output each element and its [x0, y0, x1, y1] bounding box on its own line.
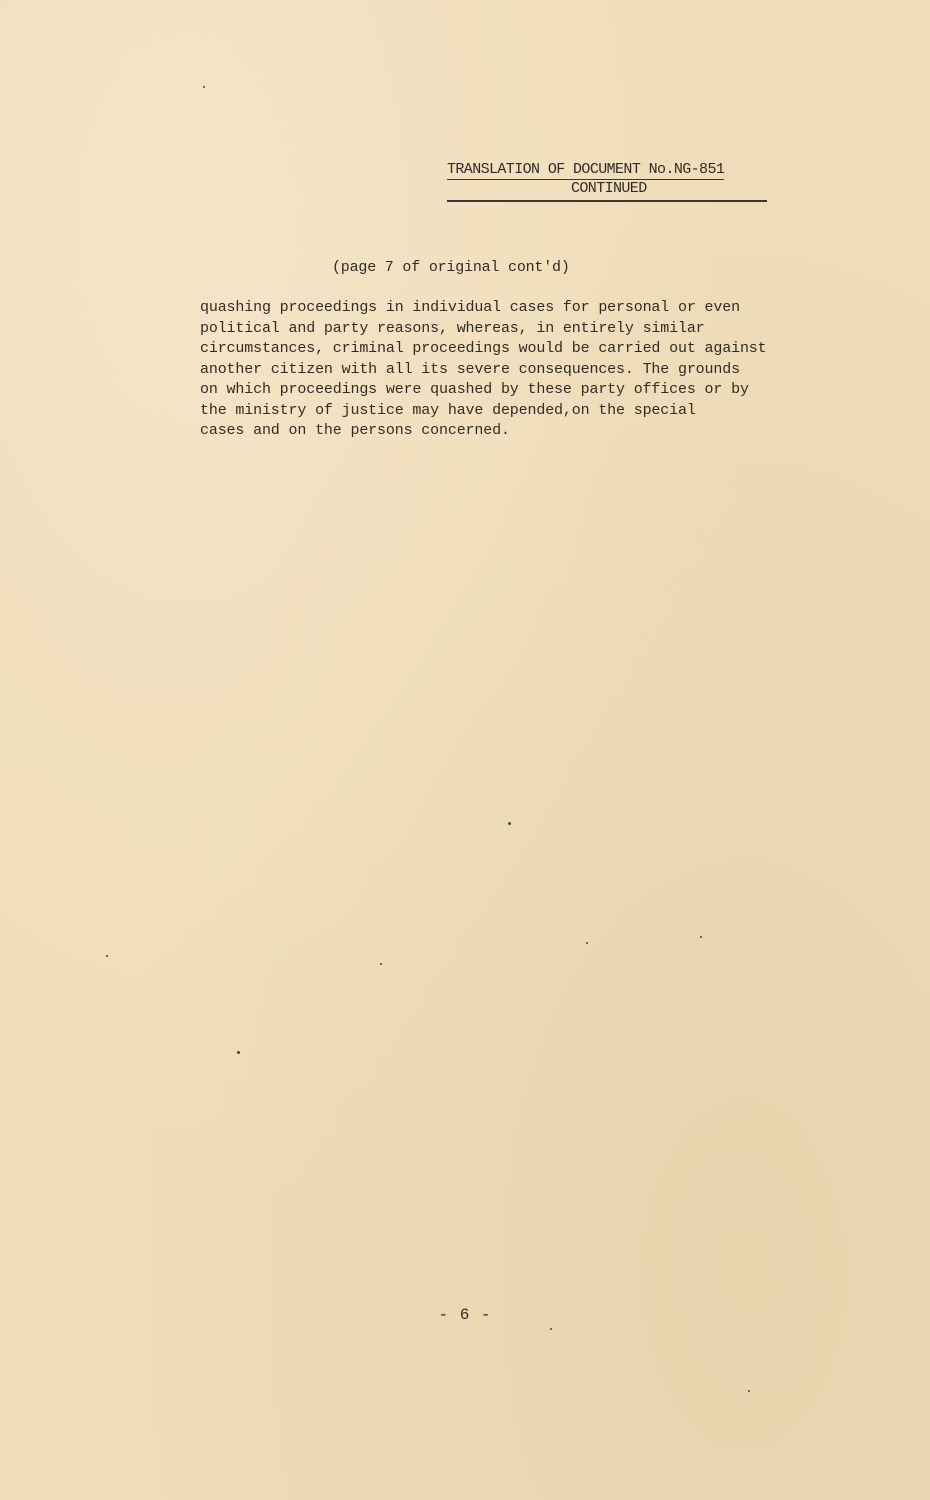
- paper-speck: [700, 936, 702, 938]
- paper-speck: [106, 955, 108, 957]
- paper-speck: [550, 1328, 552, 1330]
- continued-label: CONTINUED: [571, 180, 647, 197]
- paper-speck: [203, 86, 205, 88]
- body-line: political and party reasons, whereas, in entirely similar: [200, 319, 705, 337]
- document-title: TRANSLATION OF DOCUMENT No.NG-851: [447, 161, 725, 178]
- paper-speck: [586, 942, 588, 944]
- body-line: on which proceedings were quashed by these party offices or by: [200, 381, 749, 398]
- paper-speck: [748, 1390, 750, 1392]
- paper-speck: [380, 963, 382, 965]
- original-page-reference: (page 7 of original cont'd): [332, 259, 570, 276]
- body-line: quashing proceedings in individual cases for personal or even: [200, 299, 740, 316]
- page-number: - 6 -: [438, 1306, 492, 1324]
- header-underline: [447, 200, 767, 202]
- body-paragraph: [200, 298, 840, 442]
- body-line: circumstances, criminal proceedings would be carried out against: [200, 340, 767, 357]
- paper-speck: [237, 1051, 240, 1054]
- document-header: [447, 161, 767, 198]
- body-line: the ministry of justice may have depended,on the special: [200, 401, 696, 419]
- body-line: another citizen with all its severe consequences. The grounds: [200, 360, 740, 378]
- body-line: cases and on the persons concerned.: [200, 422, 510, 439]
- paper-speck: [508, 822, 511, 825]
